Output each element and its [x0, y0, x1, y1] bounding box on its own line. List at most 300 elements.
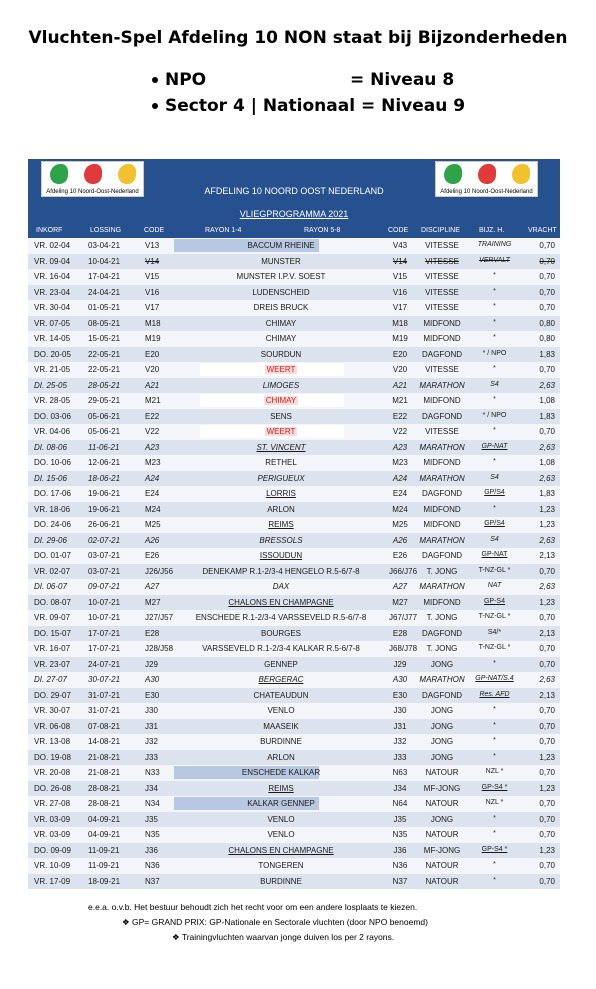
code-cell: E28: [145, 628, 160, 638]
table-row: [28, 812, 560, 828]
lossing-cell: 10-07-21: [88, 597, 121, 607]
buz-cell: GP/S4: [484, 489, 505, 496]
afdeling-logo-right: [435, 161, 538, 197]
vracht-cell: 2,13: [539, 551, 555, 560]
place-cell: ST. VINCENT: [256, 442, 306, 452]
code2-cell: M24: [392, 504, 408, 514]
code-cell: J35: [145, 814, 158, 824]
vracht-cell: 0,70: [539, 287, 555, 297]
inkorf-cell: VR. 09-04: [34, 256, 71, 266]
code2-cell: J34: [393, 783, 407, 793]
table-row: [28, 316, 560, 332]
code-cell: M24: [145, 504, 161, 514]
inkorf-cell: VR. 07-05: [34, 318, 71, 328]
lossing-cell: 11-06-21: [88, 442, 120, 452]
buz-cell: S4: [490, 380, 499, 388]
inkorf-cell: VR. 21-05: [34, 365, 71, 374]
buz-cell: GP-NAT: [481, 442, 508, 450]
code2-cell: E26: [392, 551, 408, 560]
place-cell: LORRIS: [266, 489, 296, 498]
table-row: [28, 455, 560, 471]
vracht-cell: 2,63: [539, 442, 555, 452]
diamond-icon: ❖: [122, 917, 132, 927]
inkorf-cell: DI. 08-06: [34, 442, 67, 452]
footer-line-3-text: Trainingvluchten waarvan jonge duiven los per 2 rayons.: [181, 932, 395, 942]
buz-cell: NZL *: [485, 768, 504, 775]
code-cell: V16: [145, 287, 160, 297]
buz-cell: GP-S4 *: [481, 845, 508, 853]
buz-cell: *: [493, 876, 496, 884]
place-cell: MAASEIK: [263, 721, 299, 731]
discipline-cell: NATOUR: [425, 768, 459, 777]
table-row: [28, 393, 560, 409]
vracht-cell: 2,13: [539, 628, 555, 638]
code-cell: M18: [145, 318, 161, 328]
table-row: [28, 858, 560, 874]
code-cell: M27: [145, 597, 161, 607]
code2-cell: J68/J78: [389, 644, 418, 653]
code2-cell: E20: [392, 349, 408, 359]
discipline-cell: VITESSE: [425, 427, 459, 436]
code2-cell: E24: [392, 489, 408, 498]
place-cell: RETHEL: [265, 458, 297, 467]
lossing-cell: 10-04-21: [88, 256, 121, 266]
buz-cell: *: [493, 272, 496, 279]
place-cell: ARLON: [267, 752, 295, 762]
table-row: [28, 765, 560, 781]
place-cell: ARLON: [267, 504, 295, 514]
code2-cell: J33: [393, 752, 407, 762]
discipline-cell: NATOUR: [425, 799, 459, 808]
page-header: [0, 28, 596, 116]
discipline-cell: NATOUR: [425, 876, 459, 886]
place-cell: BOURGES: [260, 628, 301, 638]
buz-cell: GP-NAT/S.4: [475, 675, 514, 682]
lossing-cell: 11-09-21: [88, 861, 120, 870]
code-cell: A21: [145, 380, 160, 390]
discipline-cell: JONG: [430, 737, 454, 746]
code2-cell: V14: [392, 256, 408, 266]
program-table: [28, 238, 560, 889]
inkorf-cell: VR. 23-04: [34, 287, 71, 297]
code-cell: V22: [145, 427, 160, 436]
place-cell: SENS: [270, 411, 292, 421]
inkorf-cell: DO. 24-06: [34, 520, 71, 529]
col-code: CODE: [144, 227, 165, 234]
buz-cell: *: [493, 458, 496, 465]
inkorf-cell: DO. 20-05: [34, 349, 71, 359]
code2-cell: N63: [392, 768, 408, 777]
code2-cell: M27: [392, 597, 408, 607]
code2-cell: A21: [392, 380, 408, 390]
code-cell: J32: [145, 737, 158, 746]
discipline-cell: DAGFOND: [422, 411, 462, 421]
inkorf-cell: VR. 20-08: [34, 768, 71, 777]
vracht-cell: 0,70: [539, 272, 555, 281]
buz-cell: *: [493, 365, 496, 372]
vracht-cell: 1,08: [539, 458, 555, 467]
place-cell: DAX: [272, 582, 290, 591]
inkorf-cell: DO. 19-08: [34, 752, 71, 762]
vracht-cell: 1,08: [539, 396, 555, 405]
lossing-cell: 30-07-21: [88, 675, 121, 684]
vracht-cell: 0,70: [539, 659, 555, 669]
inkorf-cell: DO. 10-06: [34, 458, 71, 467]
inkorf-cell: VR. 16-04: [34, 272, 71, 281]
lossing-cell: 05-06-21: [88, 411, 121, 421]
code2-cell: J67/J77: [389, 613, 418, 622]
place-cell: BRESSOLS: [259, 535, 303, 545]
code-cell: V14: [145, 256, 160, 266]
code2-cell: M23: [392, 458, 408, 467]
code2-cell: A24: [392, 473, 408, 483]
table-row: [28, 564, 560, 580]
vracht-cell: 0,70: [539, 427, 555, 436]
table-row: [28, 750, 560, 766]
buz-cell: T-NZ-GL *: [478, 613, 511, 620]
code2-cell: E30: [392, 690, 408, 700]
level-npo-value: = Niveau 8: [350, 70, 455, 90]
buz-cell: * / NPO: [482, 411, 507, 419]
code2-cell: M25: [392, 520, 408, 529]
code-cell: N36: [145, 861, 160, 870]
inkorf-cell: DO. 17-06: [34, 489, 71, 498]
table-row: [28, 548, 560, 564]
inkorf-cell: DO. 09-09: [34, 845, 71, 855]
code2-cell: J35: [393, 814, 407, 824]
place-cell: ENSCHEDE R.1-2/3-4 VARSSEVELD R.5-6/7-8: [195, 613, 367, 622]
place-cell: KALKAR GENNEP: [247, 799, 315, 808]
inkorf-cell: DO. 15-07: [34, 628, 71, 638]
table-row: [28, 300, 560, 316]
inkorf-cell: DI. 29-06: [34, 535, 67, 545]
vracht-cell: 0,70: [539, 721, 555, 731]
place-cell: REIMS: [268, 520, 294, 529]
inkorf-cell: VR. 06-08: [34, 721, 71, 731]
inkorf-cell: VR. 27-08: [34, 799, 71, 808]
table-row: [28, 517, 560, 533]
buz-cell: *: [493, 721, 496, 729]
discipline-cell: JONG: [430, 706, 454, 715]
table-row: [28, 781, 560, 797]
table-row: [28, 657, 560, 673]
col-rayon14: RAYON 1-4: [205, 227, 242, 234]
table-row: [28, 796, 560, 812]
place-cell: VENLO: [267, 830, 295, 839]
table-row: [28, 424, 560, 440]
vracht-cell: 0,80: [539, 318, 555, 328]
buz-cell: Res. AFD: [479, 690, 510, 698]
place-cell: CHALONS EN CHAMPAGNE: [228, 845, 334, 855]
table-row: [28, 269, 560, 285]
vracht-cell: 0,80: [539, 334, 555, 343]
place-cell: REIMS: [268, 783, 294, 793]
inkorf-cell: VR. 30-04: [34, 303, 71, 312]
buz-cell: S4: [490, 535, 499, 543]
lossing-cell: 21-08-21: [88, 752, 121, 762]
banner-subtitle: VLIEGPROGRAMMA 2021: [239, 209, 349, 219]
place-cell: VARSSEVELD R.1-2/3-4 KALKAR R.5-6/7-8: [202, 644, 360, 653]
buz-cell: *: [493, 396, 496, 403]
buz-cell: T-NZ-GL *: [478, 566, 511, 574]
buz-cell: * / NPO: [482, 349, 507, 357]
lossing-cell: 31-07-21: [88, 706, 121, 715]
buz-cell: *: [493, 287, 496, 295]
program-card: [28, 159, 560, 884]
col-code2: CODE: [388, 227, 409, 234]
place-cell: [174, 396, 388, 405]
buz-cell: T-NZ-GL *: [478, 644, 511, 651]
lossing-cell: 11-09-21: [88, 845, 120, 855]
place-cell: BURDINNE: [260, 737, 302, 746]
vracht-cell: 1,83: [539, 349, 555, 359]
code-cell: N34: [145, 799, 160, 808]
inkorf-cell: VR. 14-05: [34, 334, 71, 343]
vracht-cell: 0,70: [539, 768, 555, 777]
code-cell: E24: [145, 489, 160, 498]
code-cell: N35: [145, 830, 160, 839]
place-cell: DREIS BRUCK: [253, 303, 309, 312]
code-cell: M23: [145, 458, 161, 467]
inkorf-cell: VR. 03-09: [34, 814, 71, 824]
code-cell: M21: [145, 396, 161, 405]
pigeon-icon: [512, 164, 530, 184]
lossing-cell: 29-05-21: [88, 396, 121, 405]
place-cell: [174, 427, 388, 436]
buz-cell: *: [493, 504, 496, 512]
inkorf-cell: DI. 25-05: [34, 380, 67, 390]
discipline-cell: JONG: [430, 721, 454, 731]
discipline-cell: JONG: [430, 659, 454, 669]
lossing-cell: 26-06-21: [88, 520, 121, 529]
code2-cell: E22: [392, 411, 408, 421]
inkorf-cell: VR. 28-05: [34, 396, 71, 405]
buz-cell: *: [493, 427, 496, 434]
code2-cell: A23: [392, 442, 408, 452]
lossing-cell: 04-09-21: [88, 830, 121, 839]
vracht-cell: 2,63: [539, 582, 555, 591]
code2-cell: V20: [392, 365, 408, 374]
code-cell: N37: [145, 876, 160, 886]
vracht-cell: 0,70: [539, 814, 555, 824]
discipline-cell: JONG: [430, 814, 454, 824]
table-row: [28, 285, 560, 301]
code-cell: J30: [145, 706, 158, 715]
vracht-cell: 1,83: [539, 489, 555, 498]
code-cell: A30: [145, 675, 160, 684]
place-cell: PERIGUEUX: [257, 473, 305, 483]
lossing-cell: 10-07-21: [88, 613, 121, 622]
lossing-cell: 22-05-21: [88, 365, 121, 374]
discipline-cell: MF-JONG: [423, 845, 461, 855]
inkorf-cell: VR. 02-04: [34, 241, 71, 250]
lossing-cell: 17-07-21: [88, 628, 121, 638]
inkorf-cell: VR. 03-09: [34, 830, 71, 839]
code-cell: V20: [145, 365, 160, 374]
vracht-cell: 2,63: [539, 473, 555, 483]
discipline-cell: NATOUR: [425, 830, 459, 839]
lossing-cell: 22-05-21: [88, 349, 121, 359]
discipline-cell: DAGFOND: [422, 489, 462, 498]
col-discipline: DISCIPLINE: [421, 227, 460, 234]
inkorf-cell: VR. 23-07: [34, 659, 71, 669]
buz-cell: NAT: [487, 582, 502, 589]
code2-cell: J66/J76: [389, 566, 418, 576]
pigeon-icon: [84, 164, 102, 184]
footer-line-1: e.e.a. o.v.b. Het bestuur behoudt zich het recht voor om een andere losplaats te kiezen.: [88, 902, 418, 912]
table-row: [28, 734, 560, 750]
discipline-cell: VITESSE: [425, 256, 459, 266]
place-cell: LUDENSCHEID: [252, 287, 310, 297]
code-cell: J31: [145, 721, 158, 731]
table-row: [28, 827, 560, 843]
vracht-cell: 1,23: [539, 597, 555, 607]
pigeon-icon: [118, 164, 136, 184]
vracht-cell: 1,83: [539, 411, 555, 421]
vracht-cell: 1,23: [539, 520, 555, 529]
vracht-cell: 0,70: [539, 365, 555, 374]
lossing-cell: 12-06-21: [88, 458, 121, 467]
table-row: [28, 533, 560, 549]
buz-cell: GP-NAT: [481, 551, 508, 558]
table-row: [28, 641, 560, 657]
code2-cell: E28: [392, 628, 408, 638]
discipline-cell: T. JONG: [426, 566, 458, 576]
place-cell: ENSCHEDE KALKAR: [241, 768, 321, 777]
inkorf-cell: DO. 03-06: [34, 411, 71, 421]
code-cell: E26: [145, 551, 160, 560]
discipline-cell: MARATHON: [419, 582, 465, 591]
lossing-cell: 17-04-21: [88, 272, 121, 281]
discipline-cell: MARATHON: [419, 442, 465, 452]
inkorf-cell: DO. 01-07: [34, 551, 71, 560]
code2-cell: V16: [392, 287, 408, 297]
buz-cell: TRAINING: [477, 241, 512, 248]
buz-cell: *: [493, 706, 496, 713]
discipline-cell: MIDFOND: [423, 318, 461, 328]
code2-cell: M19: [392, 334, 408, 343]
code2-cell: J32: [393, 737, 407, 746]
col-rayon58: RAYON 5-8: [304, 227, 341, 234]
place-cell: CHALONS EN CHAMPAGNE: [228, 597, 334, 607]
npo-text: NPO: [165, 70, 207, 90]
table-row: [28, 238, 560, 254]
inkorf-cell: VR. 10-09: [34, 861, 71, 870]
vracht-cell: 2,63: [539, 675, 555, 684]
pigeon-icon: [50, 164, 68, 184]
code2-cell: J30: [393, 706, 407, 715]
logo-text: Afdeling 10 Noord-Oost-Nederland: [46, 189, 139, 195]
buz-cell: GP-S4: [483, 597, 505, 605]
buz-cell: *: [493, 752, 496, 760]
place-cell: CHIMAY: [265, 334, 297, 343]
discipline-cell: T. JONG: [426, 644, 458, 653]
lossing-cell: 03-07-21: [88, 566, 121, 576]
code-cell: V17: [145, 303, 160, 312]
lossing-cell: 09-07-21: [88, 582, 121, 591]
discipline-cell: MIDFOND: [423, 504, 461, 514]
place-cell: BACCUM RHEINE: [247, 241, 315, 250]
discipline-cell: VITESSE: [425, 287, 459, 297]
lossing-cell: 03-07-21: [88, 551, 121, 560]
footer-line-3: [172, 932, 394, 943]
inkorf-cell: VR. 18-06: [34, 504, 71, 514]
table-row: [28, 688, 560, 704]
lossing-cell: 14-08-21: [88, 737, 121, 746]
lossing-cell: 21-08-21: [88, 768, 121, 777]
code-cell: E30: [145, 690, 160, 700]
code2-cell: J29: [393, 659, 407, 669]
vracht-cell: 1,23: [539, 752, 555, 762]
inkorf-cell: DO. 26-08: [34, 783, 71, 793]
discipline-cell: DAGFOND: [422, 349, 462, 359]
code-cell: J28/J58: [145, 644, 174, 653]
table-row: [28, 254, 560, 270]
inkorf-cell: VR. 04-06: [34, 427, 71, 436]
level-npo-label: [152, 70, 206, 90]
table-header: [28, 224, 560, 238]
code2-cell: N36: [392, 861, 408, 870]
vracht-cell: 0,70: [539, 566, 555, 576]
table-row: [28, 579, 560, 595]
lossing-cell: 15-05-21: [88, 334, 121, 343]
vracht-cell: 0,70: [539, 613, 555, 622]
sector-text: Sector 4 | Nationaal = Niveau 9: [165, 96, 466, 116]
lossing-cell: 24-07-21: [88, 659, 121, 669]
buz-cell: VERVALT: [479, 256, 510, 264]
footer-line-2: [122, 917, 428, 928]
place-cell: CHIMAY: [265, 318, 297, 328]
vracht-cell: 0,70: [539, 303, 555, 312]
col-inkorf: INKORF: [36, 227, 63, 234]
table-row: [28, 719, 560, 735]
vracht-cell: 0,70: [539, 706, 555, 715]
code2-cell: A30: [392, 675, 408, 684]
vracht-cell: 1,23: [539, 504, 555, 514]
lossing-cell: 07-08-21: [88, 721, 121, 731]
code-cell: M25: [145, 520, 161, 529]
vracht-cell: 1,23: [539, 783, 555, 793]
afdeling-logo-left: [41, 161, 144, 197]
discipline-cell: MIDFOND: [423, 520, 461, 529]
level-sector-label: [152, 96, 465, 116]
place-cell: ISSOUDUN: [259, 551, 303, 560]
col-buz: BIJZ. H.: [479, 227, 505, 234]
vracht-cell: 2,63: [539, 535, 555, 545]
table-row: [28, 486, 560, 502]
discipline-cell: JONG: [430, 752, 454, 762]
program-banner: [28, 159, 560, 224]
buz-cell: *: [493, 318, 496, 326]
code-cell: A24: [145, 473, 160, 483]
table-row: [28, 843, 560, 859]
code-cell: E22: [145, 411, 160, 421]
code2-cell: M18: [392, 318, 408, 328]
table-row: [28, 610, 560, 626]
inkorf-cell: VR. 09-07: [34, 613, 71, 622]
table-row: [28, 502, 560, 518]
vracht-cell: 0,70: [539, 876, 555, 886]
place-cell: MUNSTER: [261, 256, 301, 266]
vracht-cell: 1,23: [539, 845, 555, 855]
lossing-cell: 17-07-21: [88, 644, 121, 653]
code-cell: N33: [145, 768, 160, 777]
code-cell: J29: [145, 659, 158, 669]
place-cell: VENLO: [267, 706, 295, 715]
discipline-cell: VITESSE: [425, 303, 459, 312]
place-cell: SOURDUN: [260, 349, 302, 359]
lossing-cell: 28-08-21: [88, 783, 121, 793]
